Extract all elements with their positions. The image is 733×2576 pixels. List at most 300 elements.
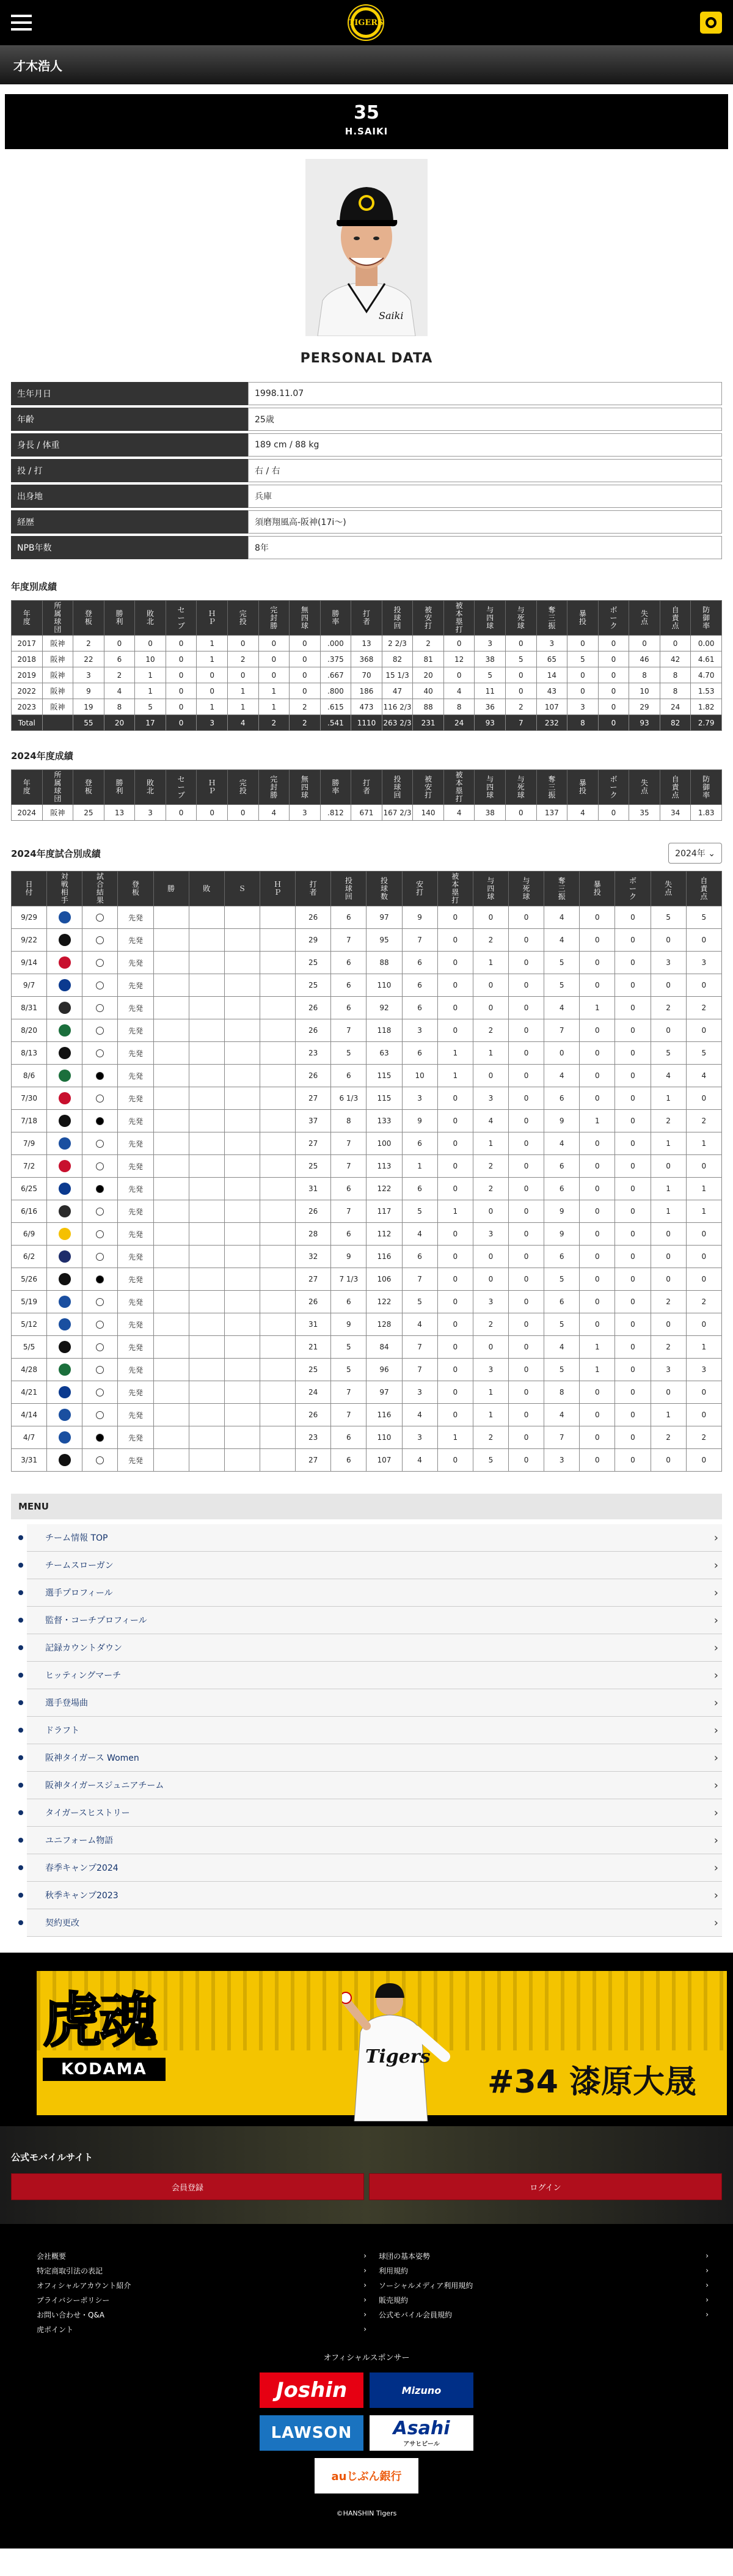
- footer-link[interactable]: [379, 2278, 709, 2292]
- game-result-cell: [82, 1110, 118, 1132]
- game-cell: 95: [366, 929, 402, 952]
- game-cell: 5/26: [12, 1268, 47, 1291]
- game-cell: 0: [651, 1223, 686, 1246]
- menu-item[interactable]: [27, 1552, 722, 1579]
- footer-link[interactable]: [37, 2278, 366, 2292]
- game-cell: 0: [437, 1291, 473, 1313]
- yearly-cell: 0: [506, 636, 537, 651]
- fanclub-icon[interactable]: [700, 12, 722, 34]
- team-logo-icon: [59, 1273, 71, 1285]
- lose-mark-icon: [96, 1456, 104, 1464]
- game-cell: [224, 1065, 260, 1087]
- game-cell: 0: [615, 1019, 651, 1042]
- game-cell: 0: [580, 1087, 615, 1110]
- game-cell: [260, 1381, 295, 1404]
- game-cell: 27: [296, 1449, 331, 1472]
- game-cell: 6: [331, 1065, 366, 1087]
- game-cell: [153, 1200, 189, 1223]
- game-cell: 1: [473, 1042, 508, 1065]
- game-row: [12, 1291, 722, 1313]
- team-logo-icon: [59, 1137, 71, 1150]
- yearly-cell: 20: [413, 667, 444, 683]
- sponsor-joshin[interactable]: Joshin: [260, 2372, 363, 2408]
- yearly-header-cell: 与四球: [475, 601, 506, 636]
- current-cell: 0: [598, 805, 629, 821]
- kodama-banner[interactable]: [0, 1953, 733, 2126]
- yearly-total-cell: Total: [12, 715, 43, 731]
- yearly-cell: 2018: [12, 651, 43, 667]
- yearly-cell: 0: [598, 683, 629, 699]
- game-cell: 0: [615, 1200, 651, 1223]
- yearly-cell: 0: [290, 636, 321, 651]
- team-logo-icon: [59, 1115, 71, 1127]
- sponsor-title: オフィシャルスポンサー: [323, 2354, 410, 2363]
- yearly-cell: 2017: [12, 636, 43, 651]
- game-row: [12, 1110, 722, 1132]
- yearly-header-cell: 打者: [351, 601, 382, 636]
- yearly-cell: 6: [104, 651, 135, 667]
- personal-data-table: [11, 380, 722, 562]
- team-logo-icon: [59, 1454, 71, 1466]
- footer: [0, 2224, 733, 2548]
- game-cell: 先発: [118, 1200, 153, 1223]
- menu-item-link[interactable]: 阪神タイガース Women: [45, 1753, 139, 1763]
- game-cell: 116: [366, 1404, 402, 1426]
- yearly-cell: 473: [351, 699, 382, 715]
- menu-item[interactable]: [27, 1579, 722, 1607]
- current-row: [12, 805, 722, 821]
- menu-item-link[interactable]: ユニフォーム物語: [45, 1836, 114, 1846]
- game-cell: 先発: [118, 1065, 153, 1087]
- current-header-cell: 敗北: [135, 770, 166, 805]
- game-cell: [189, 1359, 224, 1381]
- game-cell: 0: [580, 1381, 615, 1404]
- game-cell: [153, 1042, 189, 1065]
- game-cell: 0: [615, 1404, 651, 1426]
- current-header-cell: 自責点: [660, 770, 691, 805]
- yearly-cell: 0: [227, 636, 258, 651]
- game-cell: 先発: [118, 1426, 153, 1449]
- game-cell: [189, 929, 224, 952]
- game-cell: 2: [651, 1336, 686, 1359]
- menu-item-link[interactable]: 阪神タイガースジュニアチーム: [45, 1781, 164, 1791]
- kodama-logo: [43, 1987, 202, 2081]
- game-cell: 28: [296, 1223, 331, 1246]
- chevron-right-icon: ›: [713, 1806, 718, 1819]
- game-result-cell: [82, 1087, 118, 1110]
- opponent-cell: [47, 997, 82, 1019]
- game-cell: 0: [437, 1155, 473, 1178]
- game-cell: [224, 997, 260, 1019]
- menu-item-link[interactable]: 契約更改: [45, 1918, 79, 1928]
- yearly-cell: 5: [506, 651, 537, 667]
- yearly-cell: 0: [290, 651, 321, 667]
- game-cell: 0: [508, 1042, 544, 1065]
- menu-item[interactable]: [27, 1524, 722, 1552]
- current-header-cell: 暴投: [567, 770, 599, 805]
- chevron-right-icon: ›: [713, 1778, 718, 1792]
- personal-data-row: [11, 433, 722, 457]
- current-header-cell: 打者: [351, 770, 382, 805]
- menu-list: [27, 1524, 722, 1937]
- game-cell: 6: [331, 1291, 366, 1313]
- game-cell: 0: [508, 1246, 544, 1268]
- game-cell: 3: [686, 1359, 721, 1381]
- yearly-cell: .375: [320, 651, 351, 667]
- menu-item[interactable]: [27, 1717, 722, 1744]
- game-cell: [153, 1019, 189, 1042]
- yearly-cell: 3: [567, 699, 599, 715]
- game-result-cell: [82, 1359, 118, 1381]
- chevron-right-icon: ›: [363, 2310, 366, 2319]
- sponsor-asahi[interactable]: [370, 2415, 473, 2451]
- game-cell: 0: [615, 1087, 651, 1110]
- opponent-cell: [47, 1132, 82, 1155]
- footer-link[interactable]: [379, 2248, 709, 2263]
- game-cell: [224, 1019, 260, 1042]
- game-cell: 0: [686, 1246, 721, 1268]
- footer-link-label: 特定商取引法の表記: [37, 2266, 103, 2275]
- game-cell: 0: [580, 1426, 615, 1449]
- opponent-cell: [47, 1178, 82, 1200]
- footer-link[interactable]: [37, 2263, 366, 2278]
- game-cell: 32: [296, 1246, 331, 1268]
- game-cell: 0: [437, 1110, 473, 1132]
- game-cell: [260, 1359, 295, 1381]
- game-cell: 0: [508, 1404, 544, 1426]
- game-cell: 122: [366, 1291, 402, 1313]
- current-cell: 0: [506, 805, 537, 821]
- menu-item[interactable]: [27, 1772, 722, 1799]
- game-row: [12, 929, 722, 952]
- game-cell: [260, 1042, 295, 1065]
- game-cell: 4: [544, 1132, 580, 1155]
- yearly-cell: 10: [629, 683, 660, 699]
- game-cell: 9: [544, 1223, 580, 1246]
- game-header-cell: 奪三振: [544, 872, 580, 906]
- tigers-logo[interactable]: [349, 6, 383, 40]
- game-cell: 5: [544, 952, 580, 974]
- menu-item-link[interactable]: 春季キャンプ2024: [45, 1863, 119, 1873]
- menu-item[interactable]: [27, 1662, 722, 1689]
- game-cell: 2: [686, 1110, 721, 1132]
- yearly-total-cell: 17: [135, 715, 166, 731]
- footer-link[interactable]: [379, 2292, 709, 2307]
- yearly-cell: 5: [475, 667, 506, 683]
- lose-mark-icon: [96, 1004, 104, 1012]
- game-cell: [224, 1042, 260, 1065]
- game-cell: 9/14: [12, 952, 47, 974]
- opponent-cell: [47, 1449, 82, 1472]
- game-cell: 100: [366, 1132, 402, 1155]
- game-cell: 115: [366, 1065, 402, 1087]
- menu-item-link[interactable]: 記録カウントダウン: [45, 1643, 122, 1653]
- game-cell: 0: [508, 1200, 544, 1223]
- team-logo-icon: [59, 1363, 71, 1376]
- current-header-cell: 勝率: [320, 770, 351, 805]
- game-cell: [260, 1426, 295, 1449]
- year-select[interactable]: [668, 843, 722, 864]
- menu-item-link[interactable]: チームスローガン: [45, 1561, 114, 1571]
- game-cell: 0: [473, 997, 508, 1019]
- menu-item[interactable]: [27, 1882, 722, 1909]
- game-cell: 9/29: [12, 906, 47, 929]
- footer-link[interactable]: [37, 2292, 366, 2307]
- game-cell: 先発: [118, 1291, 153, 1313]
- game-cell: [260, 1065, 295, 1087]
- game-cell: [224, 1359, 260, 1381]
- current-header-cell: 被本塁打: [443, 770, 475, 805]
- game-cell: 8/6: [12, 1065, 47, 1087]
- game-cell: 2: [651, 1110, 686, 1132]
- yearly-cell: 186: [351, 683, 382, 699]
- game-row: [12, 1336, 722, 1359]
- game-cell: 先発: [118, 1087, 153, 1110]
- game-cell: 5/5: [12, 1336, 47, 1359]
- menu-item[interactable]: [27, 1799, 722, 1827]
- game-result-cell: [82, 1132, 118, 1155]
- game-cell: 1: [580, 1359, 615, 1381]
- sponsor-mizuno[interactable]: Mizuno: [370, 2372, 473, 2408]
- game-cell: 0: [615, 929, 651, 952]
- register-button[interactable]: 会員登録: [11, 2173, 364, 2200]
- yearly-cell: 4: [443, 683, 475, 699]
- game-cell: 0: [580, 1246, 615, 1268]
- current-cell: 34: [660, 805, 691, 821]
- game-cell: 6 1/3: [331, 1087, 366, 1110]
- game-cell: [224, 1449, 260, 1472]
- game-cell: [260, 1336, 295, 1359]
- game-cell: 5: [402, 1200, 437, 1223]
- game-cell: 2: [651, 1291, 686, 1313]
- game-result-cell: [82, 1155, 118, 1178]
- team-logo-icon: [59, 1296, 71, 1308]
- game-cell: 0: [508, 1155, 544, 1178]
- game-cell: 1: [437, 1042, 473, 1065]
- game-cell: [260, 1313, 295, 1336]
- game-cell: 0: [508, 1178, 544, 1200]
- game-cell: 0: [651, 974, 686, 997]
- yearly-total-cell: 7: [506, 715, 537, 731]
- win-mark-icon: [96, 1275, 104, 1283]
- game-row: [12, 1313, 722, 1336]
- login-button[interactable]: ログイン: [369, 2173, 722, 2200]
- game-cell: 6: [402, 1042, 437, 1065]
- game-cell: 26: [296, 1404, 331, 1426]
- game-result-cell: [82, 1381, 118, 1404]
- yearly-cell: 0: [598, 636, 629, 651]
- yearly-cell: 368: [351, 651, 382, 667]
- opponent-cell: [47, 929, 82, 952]
- current-cell: 0: [227, 805, 258, 821]
- game-cell: 0: [651, 1155, 686, 1178]
- game-cell: [153, 1336, 189, 1359]
- hamburger-menu-icon[interactable]: [11, 15, 32, 31]
- game-cell: 0: [615, 1155, 651, 1178]
- game-cell: 3: [473, 1359, 508, 1381]
- game-cell: [189, 1291, 224, 1313]
- current-cell: 140: [413, 805, 444, 821]
- game-cell: 0: [508, 1087, 544, 1110]
- menu-item-link[interactable]: ドラフト: [45, 1726, 79, 1736]
- yearly-header-cell: 投球回: [382, 601, 413, 636]
- game-cell: 7: [544, 1019, 580, 1042]
- yearly-cell: .667: [320, 667, 351, 683]
- footer-link[interactable]: [37, 2248, 366, 2263]
- game-cell: [260, 1132, 295, 1155]
- game-cell: 0: [508, 1019, 544, 1042]
- menu-item-link[interactable]: 秋季キャンプ2023: [45, 1891, 119, 1901]
- yearly-total-cell: 24: [443, 715, 475, 731]
- game-cell: 0: [615, 1246, 651, 1268]
- game-cell: 7 1/3: [331, 1268, 366, 1291]
- yearly-cell: 2019: [12, 667, 43, 683]
- yearly-total-cell: 3: [197, 715, 228, 731]
- game-cell: 7: [402, 929, 437, 952]
- menu-item[interactable]: [27, 1827, 722, 1854]
- yearly-header-cell: 暴投: [567, 601, 599, 636]
- top-bar: [0, 0, 733, 45]
- yearly-cell: 13: [351, 636, 382, 651]
- game-cell: 5: [686, 906, 721, 929]
- menu-item-link[interactable]: ヒッティングマーチ: [45, 1671, 122, 1681]
- yearly-cell: .000: [320, 636, 351, 651]
- menu-item-link[interactable]: 選手登場曲: [45, 1698, 88, 1708]
- game-cell: 7: [331, 1404, 366, 1426]
- game-cell: 0: [473, 1336, 508, 1359]
- yearly-cell: 38: [475, 651, 506, 667]
- game-cell: 2: [686, 1426, 721, 1449]
- yearly-header-cell: 年度: [12, 601, 43, 636]
- game-row: [12, 974, 722, 997]
- game-cell: 0: [473, 1246, 508, 1268]
- yearly-cell: 8: [660, 683, 691, 699]
- yearly-cell: 1: [135, 667, 166, 683]
- game-cell: 1: [651, 1132, 686, 1155]
- game-cell: 0: [615, 1313, 651, 1336]
- footer-link[interactable]: [379, 2307, 709, 2322]
- menu-item-link[interactable]: タイガースヒストリー: [45, 1808, 130, 1818]
- lose-mark-icon: [96, 1049, 104, 1057]
- menu-item[interactable]: [27, 1689, 722, 1717]
- chevron-right-icon: ›: [713, 1751, 718, 1764]
- yearly-row: [12, 683, 722, 699]
- game-row: [12, 1426, 722, 1449]
- game-cell: 6: [331, 1223, 366, 1246]
- personal-data-value: 右 / 右: [248, 459, 722, 482]
- team-logo-icon: [59, 956, 71, 969]
- yearly-row: [12, 636, 722, 651]
- game-cell: 1: [402, 1155, 437, 1178]
- game-cell: 0: [508, 906, 544, 929]
- menu-item[interactable]: [27, 1634, 722, 1662]
- current-cell: 2024: [12, 805, 43, 821]
- menu-item-link[interactable]: 監督・コーチプロフィール: [45, 1616, 147, 1626]
- team-logo-icon: [59, 911, 71, 923]
- yearly-cell: 0: [258, 667, 290, 683]
- game-cell: [153, 1132, 189, 1155]
- chevron-right-icon: ›: [363, 2281, 366, 2289]
- game-result-cell: [82, 1042, 118, 1065]
- current-header-cell: 完投: [227, 770, 258, 805]
- game-stats-header: [11, 843, 722, 864]
- team-logo-icon: [59, 1341, 71, 1353]
- game-cell: 先発: [118, 1132, 153, 1155]
- game-cell: 先発: [118, 1223, 153, 1246]
- game-cell: 9: [544, 1110, 580, 1132]
- footer-link[interactable]: [37, 2307, 366, 2322]
- game-cell: 7: [331, 1200, 366, 1223]
- yearly-header-cell: 防御率: [691, 601, 722, 636]
- menu-item-link[interactable]: 選手プロフィール: [45, 1588, 113, 1598]
- win-mark-icon: [96, 1072, 104, 1080]
- game-result-cell: [82, 952, 118, 974]
- game-cell: 0: [615, 1336, 651, 1359]
- lose-mark-icon: [96, 1298, 104, 1306]
- game-cell: [224, 1268, 260, 1291]
- menu-item[interactable]: [27, 1607, 722, 1634]
- footer-link[interactable]: [37, 2322, 366, 2336]
- game-cell: 9: [331, 1246, 366, 1268]
- yearly-cell: 107: [536, 699, 567, 715]
- game-cell: 0: [437, 997, 473, 1019]
- current-header-cell: 年度: [12, 770, 43, 805]
- game-cell: 106: [366, 1268, 402, 1291]
- game-cell: 先発: [118, 1449, 153, 1472]
- game-cell: 0: [437, 1019, 473, 1042]
- game-cell: 6: [331, 1449, 366, 1472]
- yearly-cell: 81: [413, 651, 444, 667]
- menu-item[interactable]: [27, 1854, 722, 1882]
- yearly-cell: 70: [351, 667, 382, 683]
- yearly-cell: 22: [73, 651, 104, 667]
- menu-item[interactable]: [27, 1744, 722, 1772]
- yearly-cell: 阪神: [42, 683, 73, 699]
- game-cell: 37: [296, 1110, 331, 1132]
- game-cell: 0: [437, 1449, 473, 1472]
- yearly-cell: 0: [567, 636, 599, 651]
- game-cell: [224, 1336, 260, 1359]
- menu-item[interactable]: [27, 1909, 722, 1937]
- current-header-cell: 投球回: [382, 770, 413, 805]
- game-cell: 84: [366, 1336, 402, 1359]
- sponsor-lawson[interactable]: LAWSON: [260, 2415, 363, 2451]
- game-cell: 0: [437, 1268, 473, 1291]
- game-cell: [189, 1313, 224, 1336]
- game-cell: 0: [508, 1268, 544, 1291]
- lose-mark-icon: [96, 936, 104, 944]
- svg-text:Saiki: Saiki: [379, 310, 404, 321]
- game-row: [12, 1449, 722, 1472]
- yearly-total-cell: 4: [227, 715, 258, 731]
- game-result-cell: [82, 1200, 118, 1223]
- page-title: 才木浩人: [13, 58, 62, 73]
- game-cell: 7/18: [12, 1110, 47, 1132]
- opponent-cell: [47, 1110, 82, 1132]
- menu-item-link[interactable]: チーム情報 TOP: [45, 1533, 108, 1543]
- game-cell: 1: [437, 1065, 473, 1087]
- chevron-right-icon: ›: [713, 1888, 718, 1902]
- footer-link-label: プライバシーポリシー: [37, 2295, 110, 2305]
- footer-link[interactable]: [379, 2263, 709, 2278]
- game-cell: [189, 1110, 224, 1132]
- game-cell: 7/2: [12, 1155, 47, 1178]
- game-cell: 97: [366, 1381, 402, 1404]
- game-cell: 6: [402, 1178, 437, 1200]
- game-cell: 1: [473, 952, 508, 974]
- game-cell: 3: [402, 1087, 437, 1110]
- sponsor-au-jibun-bank[interactable]: auじぶん銀行: [315, 2458, 418, 2493]
